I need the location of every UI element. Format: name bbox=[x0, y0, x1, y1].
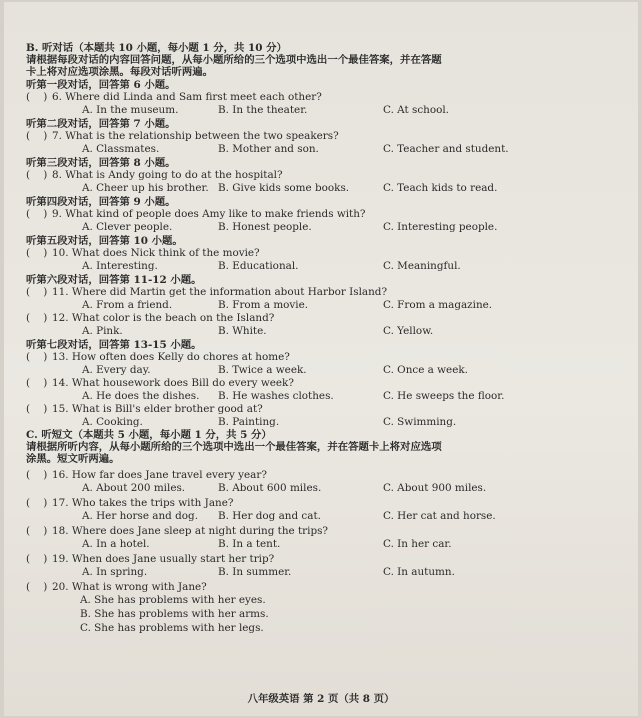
options-row bbox=[26, 260, 586, 273]
question-6 bbox=[26, 91, 586, 104]
options-row bbox=[26, 538, 586, 551]
options-row bbox=[26, 299, 586, 312]
option-a: A. About 200 miles. bbox=[82, 482, 186, 494]
option-b: B. Painting. bbox=[218, 416, 280, 428]
exam-content bbox=[26, 42, 586, 636]
question-9 bbox=[26, 208, 586, 221]
options-row bbox=[26, 143, 586, 156]
options-row bbox=[26, 416, 586, 429]
answer-blank[interactable]: ( ) bbox=[26, 130, 48, 142]
answer-blank[interactable]: ( ) bbox=[26, 247, 48, 259]
question-text: 13. How often does Kelly do chores at home? bbox=[52, 351, 290, 363]
options-row bbox=[26, 325, 586, 338]
question-8 bbox=[26, 169, 586, 182]
page-footer: 八年级英语 第 2 页（共 8 页） bbox=[247, 693, 395, 705]
question-text: 11. Where did Martin get the information about Harbor Island? bbox=[52, 286, 388, 298]
question-13 bbox=[26, 351, 586, 364]
options-list bbox=[26, 594, 586, 636]
question-18 bbox=[26, 525, 586, 538]
question-text: 12. What color is the beach on the Island? bbox=[52, 312, 275, 324]
option-c: C. Swimming. bbox=[383, 416, 457, 428]
question-text: 7. What is the relationship between the two speakers? bbox=[52, 130, 339, 142]
option-a: A. Every day. bbox=[82, 364, 151, 376]
answer-blank[interactable]: ( ) bbox=[26, 169, 48, 181]
option-a: A. Interesting. bbox=[82, 260, 158, 272]
option-c: C. Interesting people. bbox=[383, 221, 498, 233]
question-19 bbox=[26, 553, 586, 566]
option-b: B. Her dog and cat. bbox=[218, 510, 321, 522]
option-c: C. Yellow. bbox=[383, 325, 434, 337]
exam-page bbox=[4, 2, 638, 716]
answer-blank[interactable]: ( ) bbox=[26, 312, 48, 324]
answer-blank[interactable]: ( ) bbox=[26, 208, 48, 220]
answer-blank[interactable]: ( ) bbox=[26, 525, 48, 537]
question-20 bbox=[26, 581, 586, 594]
option-a: A. Pink. bbox=[82, 325, 123, 337]
option-b: B. Twice a week. bbox=[218, 364, 307, 376]
options-row bbox=[26, 510, 586, 523]
section-c-title: C. 听短文（本题共 5 小题，每小题 1 分，共 5 分） bbox=[26, 429, 272, 441]
option-b: B. In the theater. bbox=[218, 104, 308, 116]
question-15 bbox=[26, 403, 586, 416]
question-text: 6. Where did Linda and Sam first meet each other? bbox=[52, 91, 322, 103]
options-row bbox=[26, 364, 586, 377]
option-b: B. Honest people. bbox=[218, 221, 312, 233]
question-12 bbox=[26, 312, 586, 325]
option-a: A. Classmates. bbox=[82, 143, 160, 155]
options-row bbox=[26, 104, 586, 117]
option-a: A. Cheer up his brother. bbox=[82, 182, 209, 194]
answer-blank[interactable]: ( ) bbox=[26, 469, 48, 481]
question-7 bbox=[26, 130, 586, 143]
section-b-title: B. 听对话（本题共 10 小题，每小题 1 分，共 10 分） bbox=[26, 42, 287, 54]
group-heading: 听第五段对话，回答第 10 小题。 bbox=[26, 235, 183, 247]
answer-blank[interactable]: ( ) bbox=[26, 553, 48, 565]
options-row bbox=[26, 182, 586, 195]
option-c: C. He sweeps the floor. bbox=[383, 390, 505, 402]
question-text: 18. Where does Jane sleep at night during the trips? bbox=[52, 525, 329, 537]
group-heading: 听第三段对话，回答第 8 小题。 bbox=[26, 157, 176, 169]
option-a: A. She has problems with her eyes. bbox=[80, 594, 266, 606]
option-b: B. Educational. bbox=[218, 260, 299, 272]
answer-blank[interactable]: ( ) bbox=[26, 403, 48, 415]
options-row bbox=[26, 221, 586, 234]
section-c-instruction-line-1: 请根据所听内容，从每小题所给的三个选项中选出一个最佳答案，并在答题卡上将对应选项 bbox=[26, 441, 442, 453]
question-text: 16. How far does Jane travel every year? bbox=[52, 469, 267, 481]
answer-blank[interactable]: ( ) bbox=[26, 286, 48, 298]
option-b: B. White. bbox=[218, 325, 267, 337]
option-c: C. In autumn. bbox=[383, 566, 455, 578]
option-c: C. At school. bbox=[383, 104, 449, 116]
answer-blank[interactable]: ( ) bbox=[26, 351, 48, 363]
section-b-instruction-line-1: 请根据每段对话的内容回答问题，从每小题所给的三个选项中选出一个最佳答案，并在答题 bbox=[26, 54, 442, 66]
question-text: 9. What kind of people does Amy like to make friends with? bbox=[52, 208, 366, 220]
option-a: A. Her horse and dog. bbox=[82, 510, 198, 522]
answer-blank[interactable]: ( ) bbox=[26, 497, 48, 509]
option-c: C. Meaningful. bbox=[383, 260, 461, 272]
option-a: A. He does the dishes. bbox=[82, 390, 200, 402]
group-heading: 听第六段对话，回答第 11-12 小题。 bbox=[26, 274, 202, 286]
question-16 bbox=[26, 469, 586, 482]
option-b: B. He washes clothes. bbox=[218, 390, 334, 402]
option-a: A. Clever people. bbox=[82, 221, 173, 233]
question-text: 15. What is Bill's elder brother good at? bbox=[52, 403, 263, 415]
question-text: 17. Who takes the trips with Jane? bbox=[52, 497, 234, 509]
option-c: C. From a magazine. bbox=[383, 299, 493, 311]
option-b: B. In summer. bbox=[218, 566, 292, 578]
answer-blank[interactable]: ( ) bbox=[26, 377, 48, 389]
group-heading: 听第二段对话，回答第 7 小题。 bbox=[26, 118, 176, 130]
question-text: 10. What does Nick think of the movie? bbox=[52, 247, 260, 259]
option-b: B. About 600 miles. bbox=[218, 482, 322, 494]
option-b: B. In a tent. bbox=[218, 538, 281, 550]
option-b: B. From a movie. bbox=[218, 299, 309, 311]
question-text: 19. When does Jane usually start her trip? bbox=[52, 553, 275, 565]
option-b: B. Give kids some books. bbox=[218, 182, 350, 194]
question-11 bbox=[26, 286, 586, 299]
option-a: A. From a friend. bbox=[82, 299, 173, 311]
question-10 bbox=[26, 247, 586, 260]
options-row bbox=[26, 390, 586, 403]
group-heading: 听第七段对话，回答第 13-15 小题。 bbox=[26, 339, 202, 351]
option-a: A. In the museum. bbox=[82, 104, 179, 116]
option-c: C. In her car. bbox=[383, 538, 452, 550]
option-b: B. She has problems with her arms. bbox=[80, 608, 269, 620]
option-c: C. Her cat and horse. bbox=[383, 510, 496, 522]
question-17 bbox=[26, 497, 586, 510]
option-c: C. Teacher and student. bbox=[383, 143, 509, 155]
question-text: 20. What is wrong with Jane? bbox=[52, 581, 207, 593]
answer-blank[interactable]: ( ) bbox=[26, 91, 48, 103]
option-c: C. Once a week. bbox=[383, 364, 468, 376]
options-row bbox=[26, 566, 586, 579]
option-a: A. In a hotel. bbox=[82, 538, 150, 550]
option-c: C. About 900 miles. bbox=[383, 482, 487, 494]
option-c: C. Teach kids to read. bbox=[383, 182, 498, 194]
question-14 bbox=[26, 377, 586, 390]
answer-blank[interactable]: ( ) bbox=[26, 581, 48, 593]
section-c-instruction-line-2: 涂黑。短文听两遍。 bbox=[26, 453, 120, 465]
option-b: B. Mother and son. bbox=[218, 143, 319, 155]
options-row bbox=[26, 482, 586, 495]
question-text: 14. What housework does Bill do every week? bbox=[52, 377, 294, 389]
group-heading: 听第一段对话，回答第 6 小题。 bbox=[26, 79, 176, 91]
option-a: A. Cooking. bbox=[82, 416, 143, 428]
option-c: C. She has problems with her legs. bbox=[80, 622, 264, 634]
option-a: A. In spring. bbox=[82, 566, 148, 578]
group-heading: 听第四段对话，回答第 9 小题。 bbox=[26, 196, 176, 208]
section-b-instruction-line-2: 卡上将对应选项涂黑。每段对话听两遍。 bbox=[26, 66, 214, 78]
question-text: 8. What is Andy going to do at the hospital? bbox=[52, 169, 283, 181]
